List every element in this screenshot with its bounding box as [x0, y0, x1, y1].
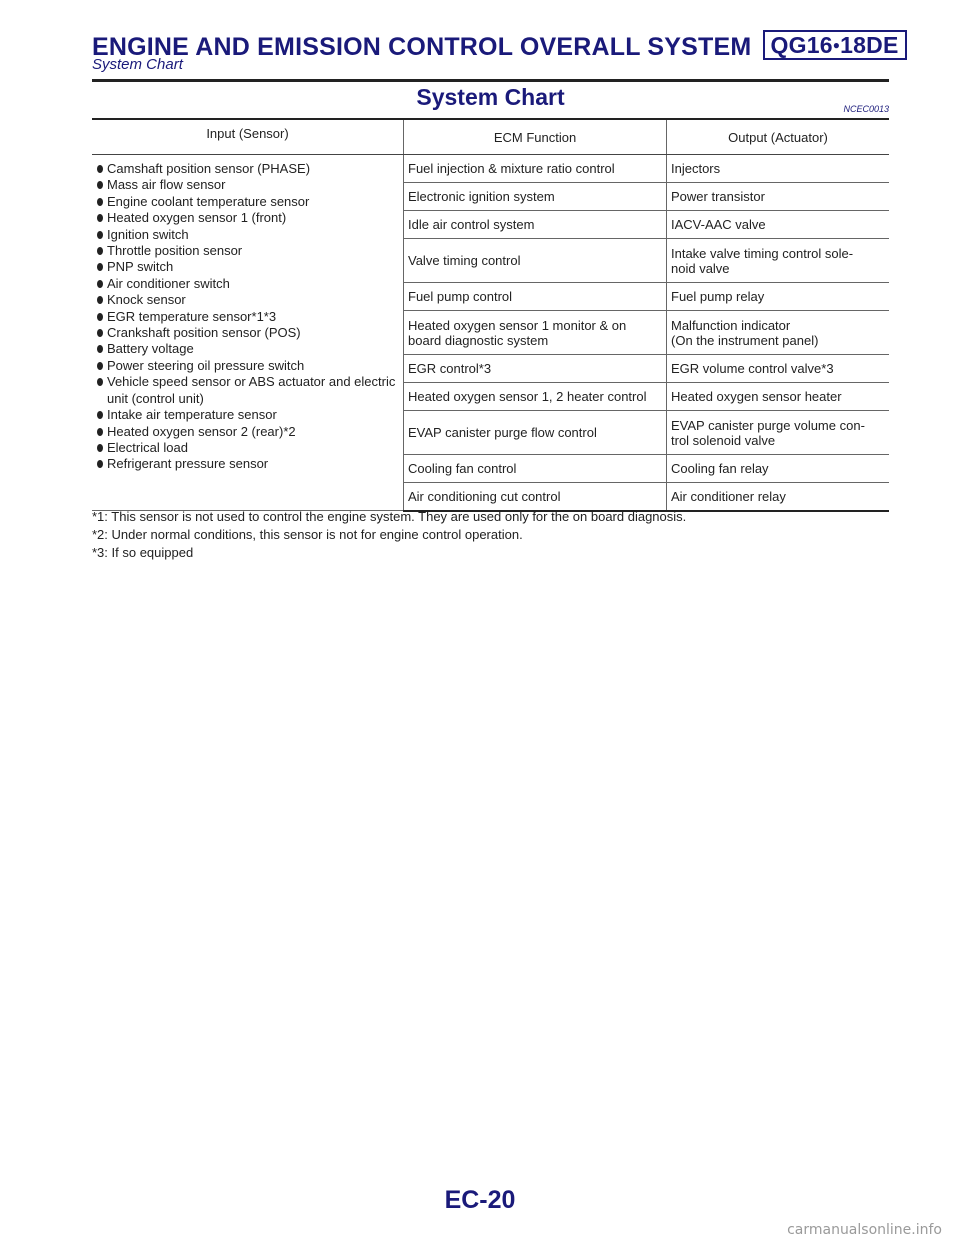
- list-item: Refrigerant pressure sensor: [96, 456, 399, 472]
- section-code: NCEC0013: [843, 104, 889, 114]
- output-actuator-cell: EGR volume control valve*3: [667, 355, 890, 383]
- list-item: Heated oxygen sensor 1 (front): [96, 210, 399, 226]
- footnote: *3: If so equipped: [92, 545, 194, 560]
- header-title-text: ENGINE AND EMISSION CONTROL OVERALL SYSTEM: [92, 33, 752, 61]
- output-actuator-cell: Air conditioner relay: [667, 483, 890, 511]
- input-sensor-list: [96, 161, 399, 473]
- model-left: QG16: [770, 32, 833, 58]
- list-item: Throttle position sensor: [96, 243, 399, 259]
- output-actuator-cell: IACV-AAC valve: [667, 211, 890, 239]
- list-item: EGR temperature sensor*1*3: [96, 309, 399, 325]
- list-item: Air conditioner switch: [96, 276, 399, 292]
- list-item: Knock sensor: [96, 292, 399, 308]
- list-item: Battery voltage: [96, 341, 399, 357]
- page-header-title: [92, 30, 907, 62]
- table-row: [92, 155, 889, 183]
- list-item: Power steering oil pressure switch: [96, 358, 399, 374]
- model-separator: ●: [832, 38, 841, 52]
- list-item: Ignition switch: [96, 227, 399, 243]
- ecm-function-cell: Electronic ignition system: [404, 183, 667, 211]
- ecm-function-cell: Fuel injection & mixture ratio control: [404, 155, 667, 183]
- header-divider: [92, 79, 889, 82]
- page-number: EC-20: [444, 1186, 516, 1214]
- input-sensor-list-cell: [92, 155, 404, 511]
- ecm-function-cell: EGR control*3: [404, 355, 667, 383]
- model-right: 18DE: [840, 32, 899, 58]
- page-header-subtitle: System Chart: [92, 56, 183, 73]
- list-item: Crankshaft position sensor (POS): [96, 325, 399, 341]
- watermark: carmanualsonline.info: [787, 1222, 942, 1238]
- output-actuator-cell: EVAP canister purge volume con- trol solenoid valve: [667, 411, 890, 455]
- footnotes: [92, 508, 686, 562]
- ecm-function-cell: Heated oxygen sensor 1 monitor & on board diagnostic system: [404, 311, 667, 355]
- list-item: Mass air flow sensor: [96, 177, 399, 193]
- list-item: Vehicle speed sensor or ABS actuator and electric unit (control unit): [96, 374, 399, 407]
- ecm-function-cell: EVAP canister purge flow control: [404, 411, 667, 455]
- header-output: Output (Actuator): [667, 119, 890, 155]
- header-input: Input (Sensor): [92, 119, 404, 155]
- list-item: Camshaft position sensor (PHASE): [96, 161, 399, 177]
- list-item: Intake air temperature sensor: [96, 407, 399, 423]
- footnote: *1: This sensor is not used to control the engine system. They are used only for the on board diagnosis.: [92, 509, 687, 524]
- ecm-function-cell: Valve timing control: [404, 239, 667, 283]
- output-actuator-cell: Fuel pump relay: [667, 283, 890, 311]
- footnote: *2: Under normal conditions, this sensor is not for engine control operation.: [92, 527, 523, 542]
- output-actuator-cell: Malfunction indicator (On the instrument panel): [667, 311, 890, 355]
- system-chart-table: [92, 118, 889, 512]
- output-actuator-cell: Intake valve timing control sole- noid valve: [667, 239, 890, 283]
- ecm-function-cell: Idle air control system: [404, 211, 667, 239]
- table-body: [92, 155, 889, 511]
- output-actuator-cell: Cooling fan relay: [667, 455, 890, 483]
- output-actuator-cell: Heated oxygen sensor heater: [667, 383, 890, 411]
- list-item: Electrical load: [96, 440, 399, 456]
- output-actuator-cell: Injectors: [667, 155, 890, 183]
- table-header-row: [92, 119, 889, 155]
- section-title: System Chart: [416, 84, 565, 110]
- list-item: Heated oxygen sensor 2 (rear)*2: [96, 424, 399, 440]
- header-function: ECM Function: [404, 119, 667, 155]
- output-actuator-cell: Power transistor: [667, 183, 890, 211]
- ecm-function-cell: Fuel pump control: [404, 283, 667, 311]
- list-item: PNP switch: [96, 259, 399, 275]
- list-item: Engine coolant temperature sensor: [96, 194, 399, 210]
- ecm-function-cell: Air conditioning cut control: [404, 483, 667, 511]
- model-badge: [763, 30, 907, 60]
- ecm-function-cell: Cooling fan control: [404, 455, 667, 483]
- ecm-function-cell: Heated oxygen sensor 1, 2 heater control: [404, 383, 667, 411]
